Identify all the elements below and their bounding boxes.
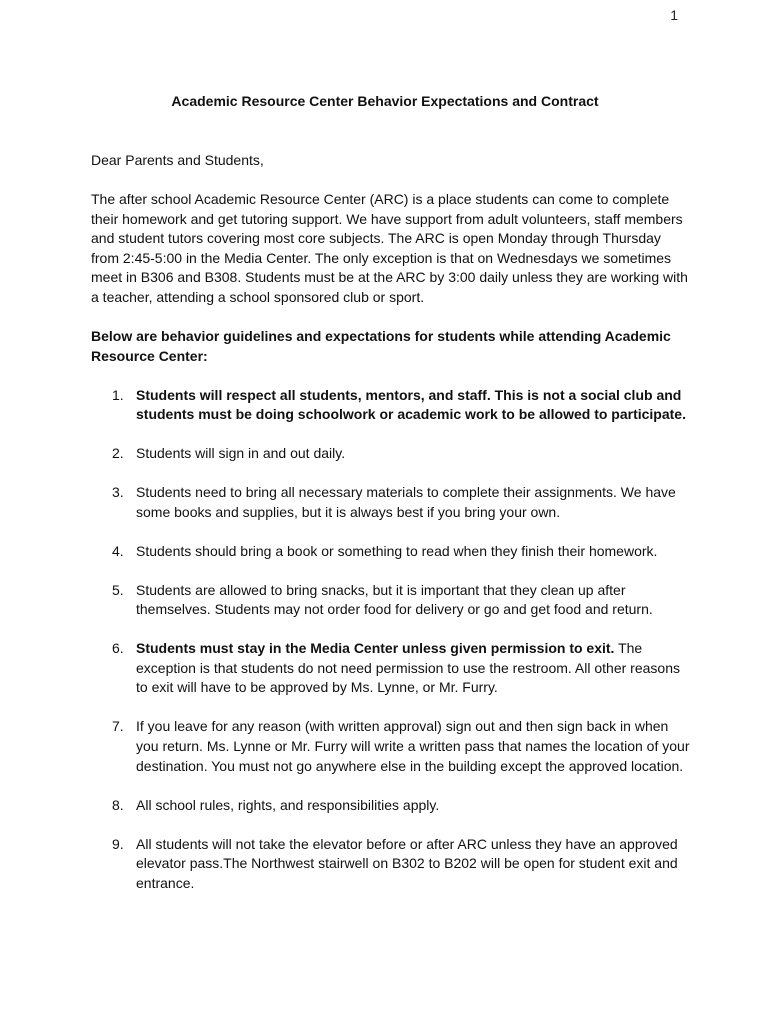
rule-number: 7.: [112, 718, 124, 735]
rule-number: 9.: [112, 835, 124, 852]
rule-text: The exception is that students do not need permission to use the restroom. All other reasons to exit will have to be approved by Ms. Lynne, or Mr. Furry.: [136, 640, 680, 696]
rule-number: 1.: [112, 386, 124, 403]
rule-bold-text: Students will respect all students, mentors, and staff. This is not a social club and students must be doing schoolwork or academic work to be allowed to participate.: [136, 386, 686, 423]
rule-number: 2.: [112, 445, 124, 462]
rule-text: Students need to bring all necessary materials to complete their assignments. We have some books and supplies, but it is always best if you bring your own.: [136, 484, 676, 520]
rule-number: 5.: [112, 581, 124, 598]
rule-text: If you leave for any reason (with written approval) sign out and then sign back in when you return. Ms. Lynne or Mr. Furry will write a written pass that names the location of your destination. You must not go anywhere else in the building except the approved location.: [136, 718, 690, 774]
rule-bold-text: Students must stay in the Media Center unless given permission to exit.: [136, 640, 615, 657]
rule-text: All school rules, rights, and responsibilities apply.: [136, 796, 440, 813]
rule-item: [91, 542, 691, 562]
rule-item: [91, 835, 691, 894]
rules-list: [91, 386, 691, 894]
salutation: Dear Parents and Students,: [91, 152, 264, 168]
rule-text: All students will not take the elevator before or after ARC unless they have an approved elevator pass.The Northwest stairwell on B302 to B202 will be open for student exit and entrance.: [136, 835, 678, 891]
rule-item: [91, 444, 691, 464]
rule-item: [91, 717, 691, 776]
rule-item: [91, 796, 691, 816]
rule-number: 3.: [112, 484, 124, 501]
rule-item: [91, 483, 691, 522]
rule-item: [91, 581, 691, 620]
rule-number: 8.: [112, 796, 124, 813]
page-number: 1: [670, 7, 678, 23]
rule-text: Students are allowed to bring snacks, but it is important that they clean up after themselves. Students may not order food for delivery or go and get food and return.: [136, 581, 653, 618]
rule-number: 4.: [112, 542, 124, 559]
guidelines-heading: Below are behavior guidelines and expectations for students while attending Academic Resource Center:: [91, 327, 671, 364]
rule-text: Students will sign in and out daily.: [136, 445, 346, 462]
rule-text: Students should bring a book or something to read when they finish their homework.: [136, 542, 658, 559]
rule-item: [91, 386, 691, 425]
rule-item: [91, 639, 691, 698]
document-body: [91, 151, 691, 913]
rule-number: 6.: [112, 640, 124, 657]
intro-paragraph: The after school Academic Resource Center (ARC) is a place students can come to complete their homework and get tutoring support. We have support from adult volunteers, staff members and student tutors covering most core subjects. The ARC is open Monday through Thursday from 2:45-5:00 in the Media Center. The only exception is that on Wednesdays we sometimes meet in B306 and B308. Students must be at the ARC by 3:00 daily unless they are working with a teacher, attending a school sponsored club or sport.: [91, 190, 688, 305]
document-title: Academic Resource Center Behavior Expectations and Contract: [171, 93, 599, 109]
